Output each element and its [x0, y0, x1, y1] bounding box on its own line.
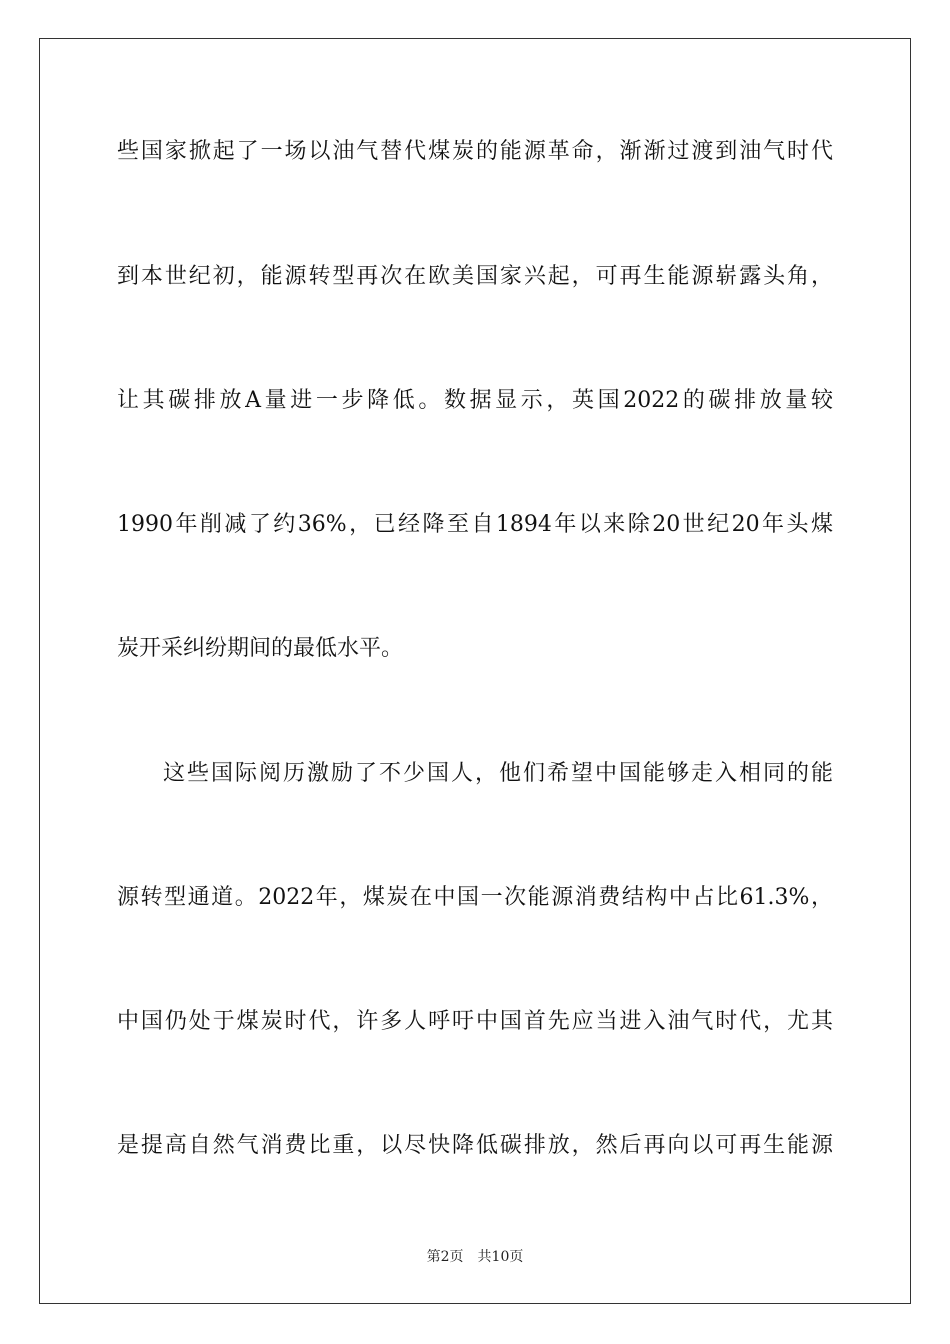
page-total: 共10页: [477, 1249, 524, 1265]
page-border: [39, 38, 911, 1304]
body-line-5: 炭开采纠纷期间的最低水平。: [117, 636, 404, 661]
body-line-6: 这些国际阅历激励了不少国人，他们希望中国能够走入相同的能: [163, 761, 833, 786]
body-line-3: 让其碳排放A量进一步降低。数据显示，英国2022的碳排放量较: [117, 388, 833, 413]
page-number: 第2页: [426, 1249, 464, 1265]
body-line-1: 些国家掀起了一场以油气替代煤炭的能源革命，渐渐过渡到油气时代: [117, 139, 833, 164]
body-line-7: 源转型通道。2022年，煤炭在中国一次能源消费结构中占比61.3%，: [117, 885, 833, 910]
page-footer: [0, 1246, 950, 1266]
body-line-8: 中国仍处于煤炭时代，许多人呼吁中国首先应当进入油气时代，尤其: [117, 1009, 833, 1034]
body-line-4: 1990年削减了约36%，已经降至自1894年以来除20世纪20年头煤: [117, 512, 833, 537]
body-line-2: 到本世纪初，能源转型再次在欧美国家兴起，可再生能源崭露头角，: [117, 264, 833, 289]
body-line-9: 是提高自然气消费比重，以尽快降低碳排放，然后再向以可再生能源: [117, 1133, 833, 1158]
